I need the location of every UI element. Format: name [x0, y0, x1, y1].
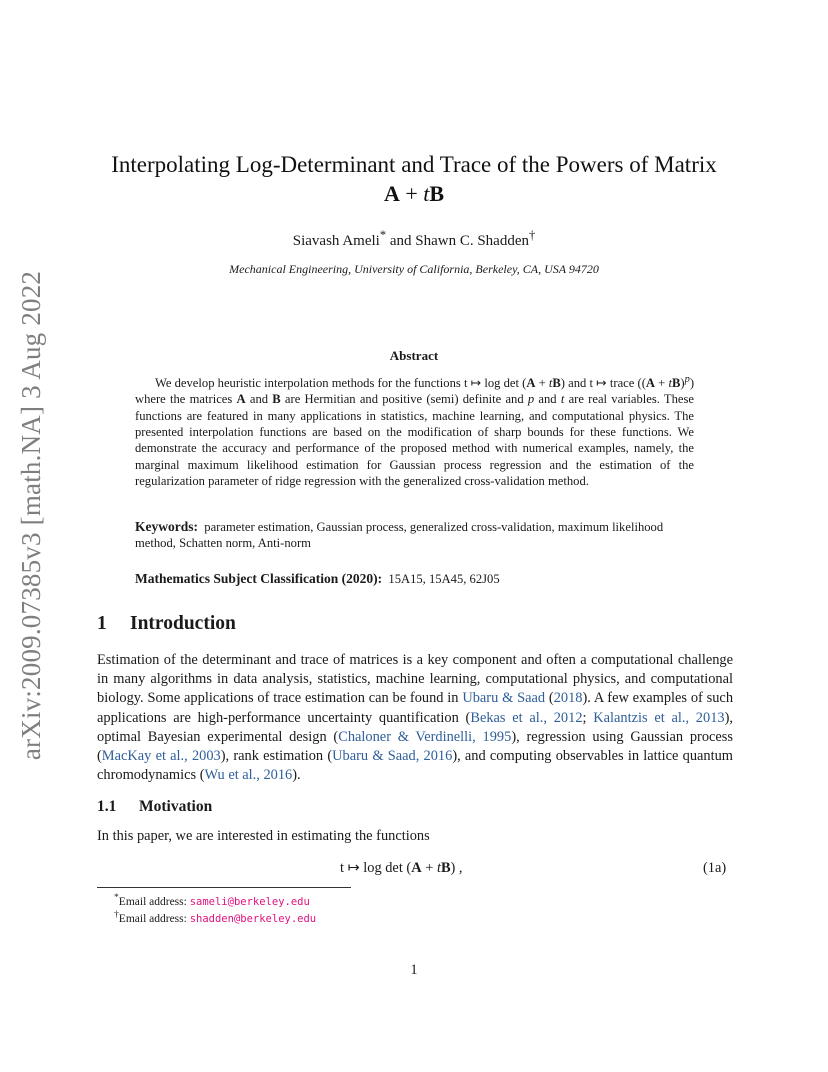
intro-text-1: Estimation of the determinant and trace of matrices is a key component and often a computational challenge in many algorithms in data analysis, statistics, machine learning, computational physics, and computational biology. Some applications of trace estimation can be found in [97, 652, 733, 707]
title-matrix-a: A [383, 181, 400, 206]
footnote-divider [97, 887, 351, 888]
citation-chaloner-1995[interactable]: Chaloner & Verdinelli, 1995 [338, 728, 512, 745]
intro-text-2: ( [545, 690, 554, 707]
intro-text-3: ). A few examples of such applications are high-performance uncertainty quantification ( [97, 690, 734, 726]
title-matrix-b: B [429, 181, 445, 206]
subsection-number: 1.1 [97, 798, 117, 815]
abstract-body: We develop heuristic interpolation methods for the functions t ↦ log det (A + tB) and t ↦ trace ((A + tB)$^p$) where the matrices A and B are Hermitian and positive (semi) definite and p and t are real variables. These functions are featured in many applications in statistics, machine learning, and computational physics. The presented interpolation functions are based on the modification of sharp bounds for these functions. We demonstrate the accuracy and performance of the proposed method with numerical examples, namely, the marginal maximum likelihood estimation for Gaussian process regression and the estimation of the regularization parameter of ridge regression with the generalized cross-validation method. [135, 374, 695, 488]
intro-text-5: ), optimal Bayesian experimental design ( [97, 709, 733, 745]
footnote-2-mark: † [114, 909, 119, 920]
abstract-heading: Abstract [389, 348, 439, 363]
footnote-1-label: Email address: [118, 895, 190, 908]
citation-bekas-2012[interactable]: Bekas et al., 2012 [470, 709, 583, 726]
title-t: t [423, 181, 430, 206]
affiliation: Mechanical Engineering, University of California, Berkeley, CA, USA 94720 [229, 262, 599, 276]
page-number: 1 [410, 962, 418, 978]
title-line-1: Interpolating Log-Determinant and Trace of the Powers of Matrix [111, 152, 717, 177]
arxiv-stamp [14, 265, 50, 765]
citation-ubaru-saad-2016[interactable]: Ubaru & Saad, 2016 [332, 748, 453, 765]
section-heading-introduction [97, 613, 236, 635]
author-2: Shawn C. Shadden [415, 233, 529, 249]
footnote-1 [114, 891, 310, 909]
intro-text-7: ), rank estimation ( [220, 748, 333, 765]
abstract-text-1: We develop heuristic interpolation methods for the functions [155, 376, 464, 391]
abstract-text-6: and [534, 392, 561, 407]
intro-text-9: ). [292, 767, 301, 784]
arxiv-stamp-text: arXiv:2009.07385v3 [math.NA] 3 Aug 2022 [16, 270, 47, 760]
section-number: 1 [97, 613, 107, 634]
citation-kalantzis-2013[interactable]: Kalantzis et al., 2013 [593, 709, 725, 726]
subsection-title: Motivation [139, 798, 213, 815]
abstract-text-7: are real variables. These functions are featured in many applications in statistics, machine learning, and computational physics. The presented interpolation functions are based on the modification of sharp bounds for these functions. We demonstrate the accuracy and performance of the proposed method with numerical examples, namely, the marginal maximum likelihood estimation for Gaussian process regression and the estimation of the regularization parameter of ridge regression with the generalized cross-validation method. [135, 392, 694, 488]
citation-ubaru-saad-2018[interactable]: Ubaru & Saad [462, 690, 546, 707]
title-plus: + [399, 181, 424, 206]
footnote-2-label: Email address: [118, 912, 190, 925]
introduction-paragraph [97, 651, 733, 785]
motivation-text: In this paper, we are interested in estimating the functions [97, 828, 430, 844]
citation-mackay-2003[interactable]: MacKay et al., 2003 [101, 748, 221, 765]
citation-year-2018[interactable]: 2018 [553, 690, 583, 707]
abstract-text-5: are Hermitian and positive (semi) definite and [280, 392, 528, 407]
msc-classification [135, 571, 694, 587]
author-2-mark: † [529, 228, 536, 242]
keywords-text: parameter estimation, Gaussian process, generalized cross-validation, maximum likelihood method, Schatten norm, Anti-norm [135, 520, 664, 551]
author-conj: and [386, 233, 416, 249]
intro-text-8: ), and computing observables in lattice quantum chromodynamics ( [97, 748, 733, 784]
footnote-1-mark: * [114, 892, 119, 903]
intro-text-6: ), regression using Gaussian process ( [97, 728, 733, 765]
equation-label: (1a) [703, 860, 727, 876]
keywords-label: Keywords: [135, 519, 198, 534]
author-1: Siavash Ameli [292, 233, 380, 249]
abstract-text-3: where the matrices [135, 392, 237, 407]
section-title: Introduction [130, 613, 236, 634]
equation-prefix: t ↦ log det ( [340, 860, 412, 876]
equation-1a: t ↦ log det (A + tB) , [340, 860, 463, 876]
keywords [135, 519, 694, 552]
citation-wu-2016[interactable]: Wu et al., 2016 [204, 767, 293, 784]
equation-suffix: ) , [450, 860, 463, 876]
msc-label: Mathematics Subject Classification (2020): [135, 571, 383, 586]
author-1-mark: * [379, 228, 387, 242]
intro-text-4: ; [582, 709, 594, 726]
title-line-2 [96, 179, 732, 208]
abstract-formula-2: t ↦ trace (( [589, 376, 646, 391]
paper-title [96, 150, 732, 208]
footnote-1-email-link[interactable]: sameli@berkeley.edu [189, 895, 310, 908]
subsection-heading-motivation [97, 798, 212, 816]
abstract-text-4: and [245, 392, 273, 407]
authors [96, 228, 732, 250]
abstract-text-2: and [568, 376, 590, 391]
abstract-formula-1: t ↦ log det ( [463, 376, 527, 391]
footnote-2 [114, 908, 316, 926]
msc-text: 15A15, 15A45, 62J05 [388, 572, 500, 586]
footnote-2-email-link[interactable]: shadden@berkeley.edu [189, 912, 317, 925]
